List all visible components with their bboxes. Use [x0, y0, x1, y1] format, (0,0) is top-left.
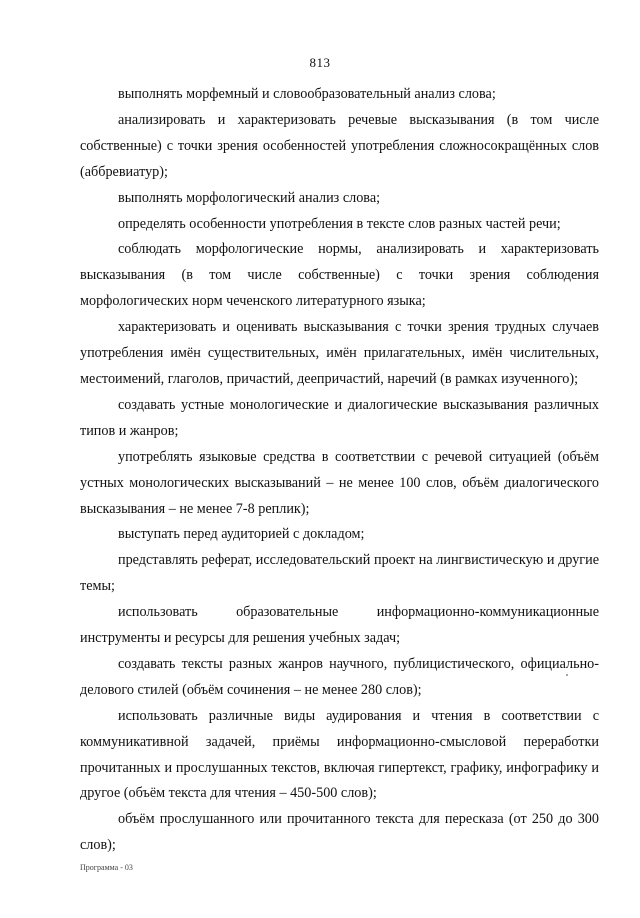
document-body	[80, 82, 599, 859]
paragraph: анализировать и характеризовать речевые высказывания (в том числе собственные) с точки зрения особенностей употребления сложносокращённых слов (аббревиатур);	[80, 111, 599, 180]
paragraph: выступать перед аудиторией с докладом;	[118, 526, 365, 543]
paragraph: использовать различные виды аудирования и чтения в соответствии с коммуникативной задачей, приёмы информационно-смысловой переработки прочитанных и прослушанных текстов, включая гипертекст, графику, инфографику и другое (объём текста для чтения – 450-500 слов);	[80, 707, 599, 802]
paragraph: создавать тексты разных жанров научного, публицистического, официально-делового стилей (объём сочинения – не менее 280 слов);	[80, 655, 599, 698]
paragraph: представлять реферат, исследовательский проект на лингвистическую и другие темы;	[80, 552, 599, 595]
paragraph: объём прослушанного или прочитанного текста для пересказа (от 250 до 300 слов);	[80, 811, 599, 854]
paragraph: употреблять языковые средства в соответствии с речевой ситуацией (объём устных монологических высказываний – не менее 100 слов, объём диалогического высказывания – не менее 7-8 реплик);	[80, 448, 599, 517]
scan-speck	[566, 674, 568, 676]
page-footer: Программа - 03	[80, 863, 133, 872]
paragraph: характеризовать и оценивать высказывания с точки зрения трудных случаев употребления имён существительных, имён прилагательных, имён числительных, местоимений, глаголов, причастий, деепричастий, наречий (в рамках изученного);	[80, 319, 599, 387]
paragraph: выполнять морфемный и словообразовательный анализ слова;	[118, 86, 496, 102]
paragraph: выполнять морфологический анализ слова;	[118, 189, 381, 206]
paragraph: создавать устные монологические и диалогические высказывания различных типов и жанров;	[80, 396, 599, 439]
page-number: 813	[309, 55, 331, 70]
paragraph: использовать образовательные информационно-коммуникационные инструменты и ресурсы для решения учебных задач;	[80, 604, 599, 647]
paragraph: определять особенности употребления в тексте слов разных частей речи;	[118, 215, 561, 232]
paragraph: соблюдать морфологические нормы, анализировать и характеризовать высказывания (в том числе собственные) с точки зрения соблюдения морфологических норм чеченского литературного языка;	[80, 241, 599, 310]
